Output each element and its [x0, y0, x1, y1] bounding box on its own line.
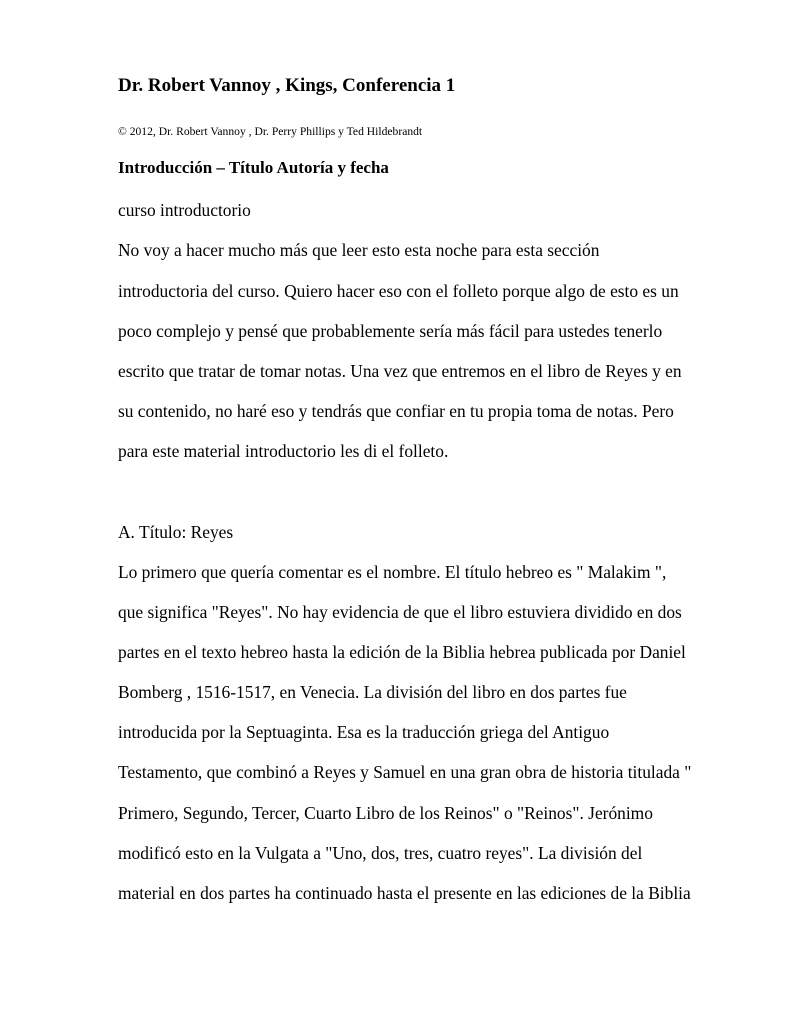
section-heading: Introducción – Título Autoría y fecha — [118, 158, 389, 177]
body-line: partes en el texto hebreo hasta la edición de la Biblia hebrea publicada por Daniel — [118, 642, 686, 662]
intro-line: para este material introductorio les di el folleto. — [118, 441, 449, 461]
body-line: Bomberg , 1516-1517, en Venecia. La división del libro en dos partes fue — [118, 682, 627, 702]
intro-line: poco complejo y pensé que probablemente sería más fácil para ustedes tenerlo — [118, 321, 663, 341]
intro-line: escrito que tratar de tomar notas. Una vez que entremos en el libro de Reyes y en — [118, 361, 682, 381]
body-line: material en dos partes ha continuado hasta el presente en las ediciones de la Biblia — [118, 883, 691, 903]
body-line: que significa "Reyes". No hay evidencia de que el libro estuviera dividido en dos — [118, 602, 682, 622]
body-line: Lo primero que quería comentar es el nombre. El título hebreo es " Malakim ", — [118, 562, 667, 582]
body-line: Primero, Segundo, Tercer, Cuarto Libro de los Reinos" o "Reinos". Jerónimo — [118, 803, 653, 823]
intro-line: su contenido, no haré eso y tendrás que confiar en tu propia toma de notas. Pero — [118, 401, 674, 421]
page-title: Dr. Robert Vannoy , Kings, Conferencia 1 — [118, 75, 456, 96]
body-line: introducida por la Septuaginta. Esa es la traducción griega del Antiguo — [118, 722, 610, 742]
intro-line: introductoria del curso. Quiero hacer eso con el folleto porque algo de esto es un — [118, 281, 679, 301]
course-label: curso introductorio — [118, 200, 251, 220]
intro-line: No voy a hacer mucho más que leer esto esta noche para esta sección — [118, 240, 600, 260]
subsection-heading: A. Título: Reyes — [118, 522, 234, 542]
body-line: Testamento, que combinó a Reyes y Samuel en una gran obra de historia titulada " — [118, 762, 692, 782]
body-line: modificó esto en la Vulgata a "Uno, dos, tres, cuatro reyes". La división del — [118, 843, 643, 863]
copyright-line: © 2012, Dr. Robert Vannoy , Dr. Perry Phillips y Ted Hildebrandt — [118, 125, 423, 138]
